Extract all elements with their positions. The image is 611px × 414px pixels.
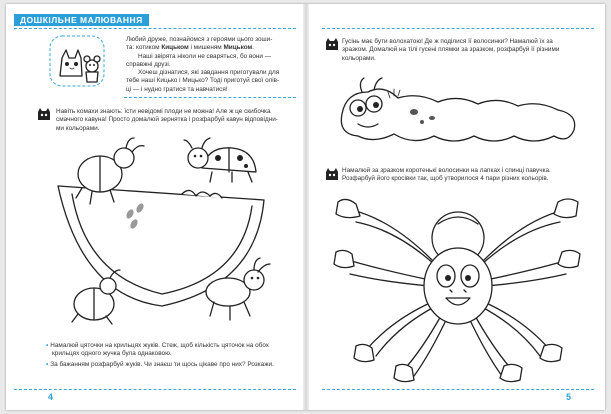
- left-page: [6, 4, 304, 410]
- cat-head-icon: [324, 168, 340, 181]
- intro-dashed-line: [124, 97, 296, 98]
- page-number: 4: [48, 392, 54, 402]
- caterpillar-drawing: [328, 74, 588, 154]
- watermelon-beetles-drawing: [42, 136, 282, 328]
- task-spider-text: Намалюй за зразком коротенькі волосинки на лапках і спинці павучка. Розфарбуй його кросівки так, щоб утворилося 4 пари різних кольорів.: [342, 167, 551, 183]
- book-spread: [6, 4, 605, 410]
- cat-head-icon: [36, 108, 52, 121]
- header-dashed-line: [322, 28, 594, 29]
- bullet-dots-text: • Намалюй цяточки на крильцях жуків. Стеж, щоб кількість цяточок на обох крильцях одного жучка була однаковою.: [46, 342, 269, 358]
- section-header: ДОШКІЛЬНЕ МАЛЮВАННЯ: [14, 14, 149, 26]
- right-page: [308, 4, 605, 410]
- ladybug-top-right: [184, 138, 256, 182]
- cat-and-mouse-illustration: [48, 34, 106, 88]
- bullet-color-text: • За бажанням розфарбуй жуків. Чи знаєш ти щось цікаве про них? Розкажи.: [46, 361, 274, 368]
- cat-head-icon: [324, 38, 340, 51]
- intro-text: Любий друже, познайомся з героями цього зоши- та: котиком Кицьком і мишеням Мицьком. Наші звірята ніколи не сваряться, бо вони — справжні друзі. Хочеш дізнатися, які завдання приготували для тебе наші Кицько і Мицько? Тоді приготуй свої олів- ці — і нудно гратися та навчатися!: [126, 36, 280, 93]
- footer-dashed-line: [14, 389, 296, 390]
- page-number: 5: [566, 392, 572, 402]
- footer-dashed-line: [322, 389, 594, 390]
- task-caterpillar-text: Гусінь має бути волохатою! Де ж поділися її волосинки? Намалюй їх за зразком. Домалюй на тілі гусені плямки за зразком, розфарбуй її різними кольорами.: [342, 38, 560, 62]
- header-dashed-line: [14, 28, 296, 29]
- spider-drawing: [322, 190, 594, 386]
- task-watermelon-text: Навіть комахи знають: їсти невідомі плоди не можна! Але ж це скибочка смачного кавуна! Просто домалюй зернятка і розфарбуй кавун відповідни- ми кольорами.: [56, 108, 278, 132]
